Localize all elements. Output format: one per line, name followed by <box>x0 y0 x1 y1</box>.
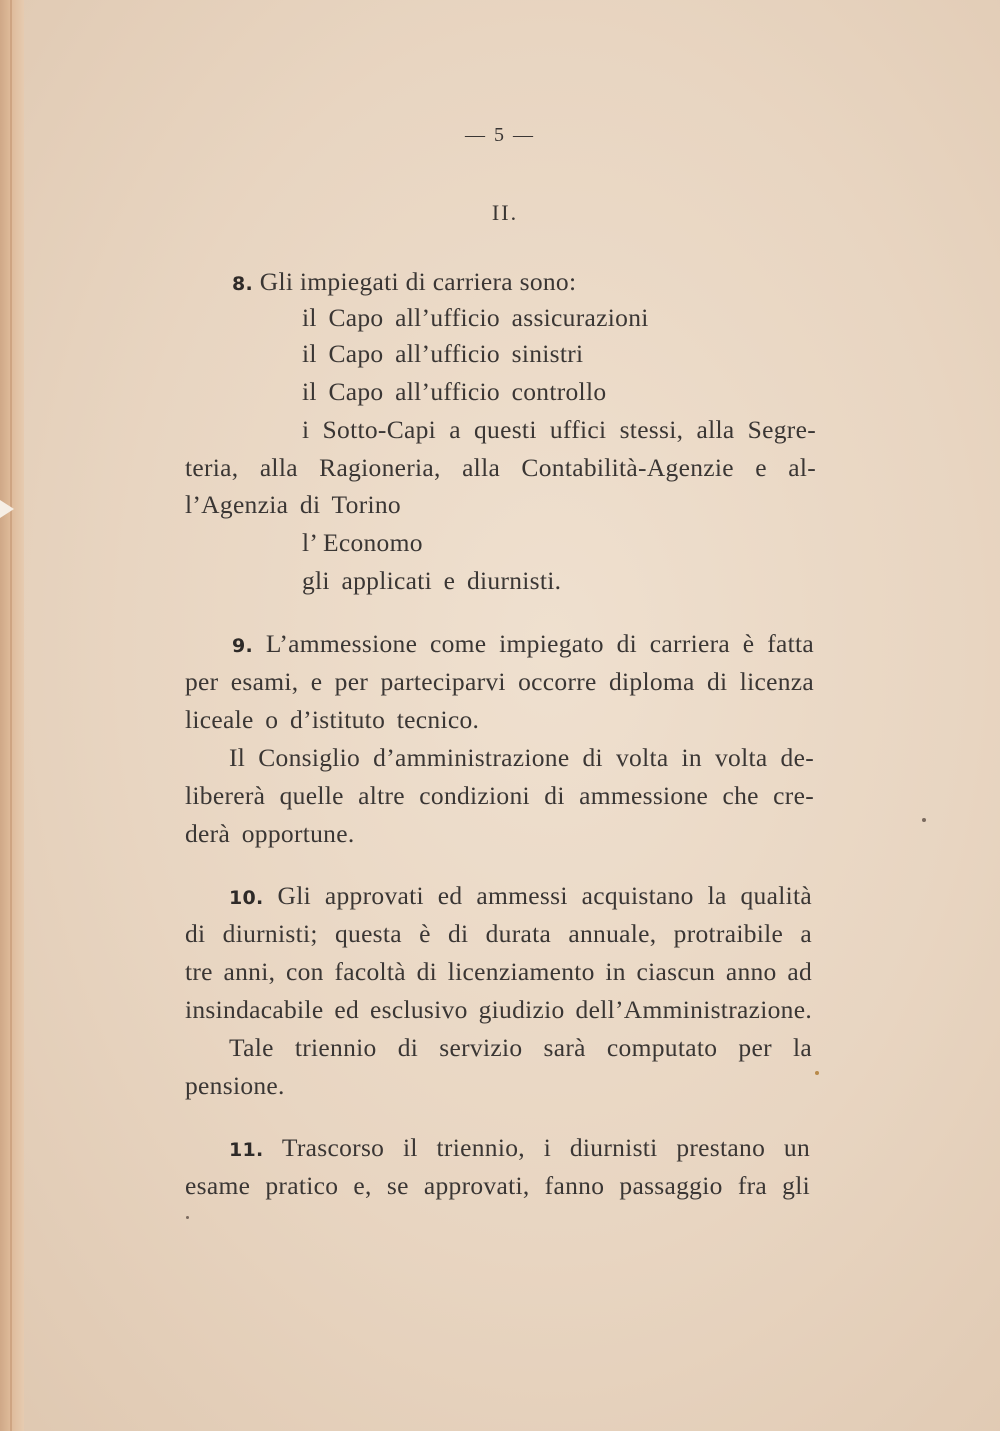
section-heading: II. <box>491 200 519 225</box>
article-10-line-6: pensione. <box>185 1071 285 1100</box>
article-9-line-4: Il Consiglio d’amministrazione di volta in volta de- <box>229 743 814 772</box>
article-8-line-2: il Capo all’ufficio assicurazioni <box>302 303 649 332</box>
page-notch <box>0 500 14 518</box>
paper-speck <box>922 818 926 822</box>
article-8-line-8: l’ Economo <box>302 528 423 557</box>
article-10-line-1 <box>229 881 812 913</box>
paper-speck <box>815 1071 819 1075</box>
article-8-line-7: l’Agenzia di Torino <box>185 490 401 519</box>
article-8-line-9: gli applicati e diurnisti. <box>302 566 562 595</box>
article-number: 9. <box>232 635 254 657</box>
article-9-line-3: liceale o d’istituto tecnico. <box>185 705 480 734</box>
article-9-line-5: libererà quelle altre condizioni di ammessione che cre- <box>185 781 814 810</box>
article-number: 11. <box>229 1139 264 1161</box>
article-9-line-6: derà opportune. <box>185 819 355 848</box>
article-text: Gli approvati ed ammessi acquistano la qualità <box>277 881 812 910</box>
article-8-line-1 <box>232 267 576 299</box>
article-10-line-3: tre anni, con facoltà di licenziamento in ciascun anno ad <box>185 957 812 986</box>
article-9-line-1 <box>232 629 814 661</box>
article-10-line-5: Tale triennio di servizio sarà computato per la <box>229 1033 812 1062</box>
article-8-line-3: il Capo all’ufficio sinistri <box>302 339 584 368</box>
article-text: Trascorso il triennio, i diurnisti prestano un <box>281 1133 810 1162</box>
article-text: Gli impiegati di carriera sono: <box>259 267 577 296</box>
article-8-line-4: il Capo all’ufficio controllo <box>302 377 607 406</box>
article-8-line-6: teria, alla Ragioneria, alla Contabilità-Agenzie e al- <box>185 453 816 482</box>
article-text: L’ammessione come impiegato di carriera è fatta <box>265 629 814 658</box>
article-number: 8. <box>232 273 254 295</box>
page-number: — 5 — <box>465 124 535 146</box>
article-10-line-2: di diurnisti; questa è di durata annuale, protraibile a <box>185 919 812 948</box>
article-9-line-2: per esami, e per parteciparvi occorre diploma di licenza <box>185 667 814 696</box>
article-10-line-4: insindacabile ed esclusivo giudizio dell’Amministrazione. <box>185 995 812 1024</box>
article-11-line-1 <box>229 1133 810 1165</box>
article-11-line-2: esame pratico e, se approvati, fanno passaggio fra gli <box>185 1171 810 1200</box>
article-number: 10. <box>229 887 264 909</box>
article-8-line-5: i Sotto-Capi a questi uffici stessi, alla Segre- <box>302 415 816 444</box>
paper-speck <box>186 1216 189 1219</box>
